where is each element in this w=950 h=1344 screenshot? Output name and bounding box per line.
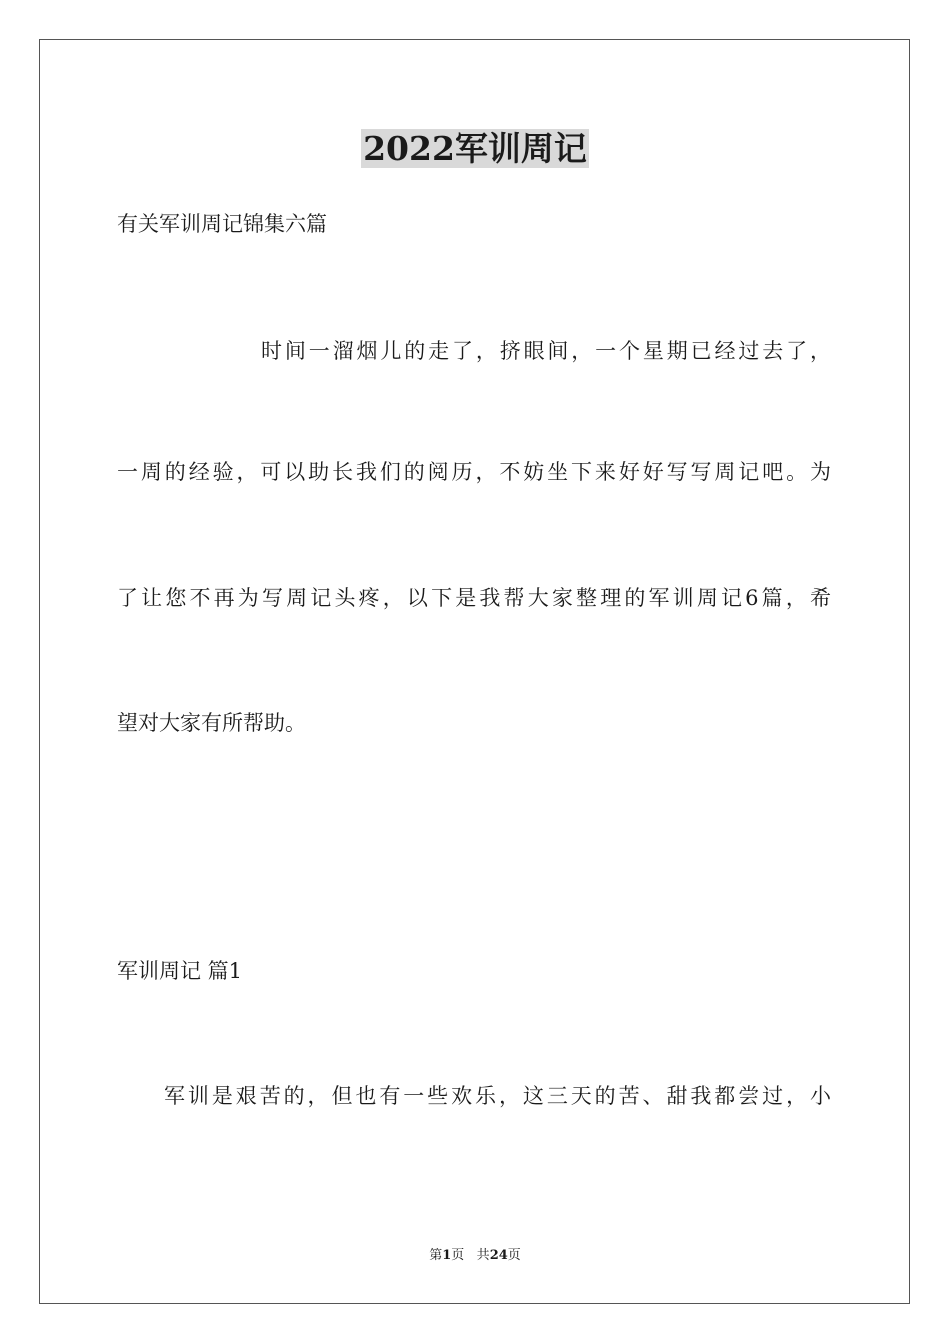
document-title [0,126,950,172]
page-footer [0,1247,950,1265]
section-heading: 军训周记 篇1 [117,959,243,983]
footer-page-prefix: 第 [429,1248,443,1263]
footer-page-number: 1 [442,1248,452,1263]
intro-line-2: 一周的经验，可以助长我们的阅历，不妨坐下来好好写写周记吧。为 [117,460,831,484]
document-title-text: 2022军训周记 [363,129,587,168]
intro-line-1: 时间一溜烟儿的走了，挤眼间，一个星期已经过去了， [261,339,831,363]
intro-line-4: 望对大家有所帮助。 [117,711,306,735]
section-paragraph-line-1: 军训是艰苦的，但也有一些欢乐，这三天的苦、甜我都尝过，小 [164,1084,831,1108]
document-subtitle: 有关军训周记锦集六篇 [117,212,327,236]
footer-page-suffix: 页 [451,1248,465,1263]
footer-total-prefix: 共 [476,1248,490,1263]
intro-line-3: 了让您不再为写周记头疼，以下是我帮大家整理的军训周记6篇，希 [117,586,831,610]
footer-total-pages: 24 [489,1248,508,1263]
footer-total-suffix: 页 [507,1248,521,1263]
